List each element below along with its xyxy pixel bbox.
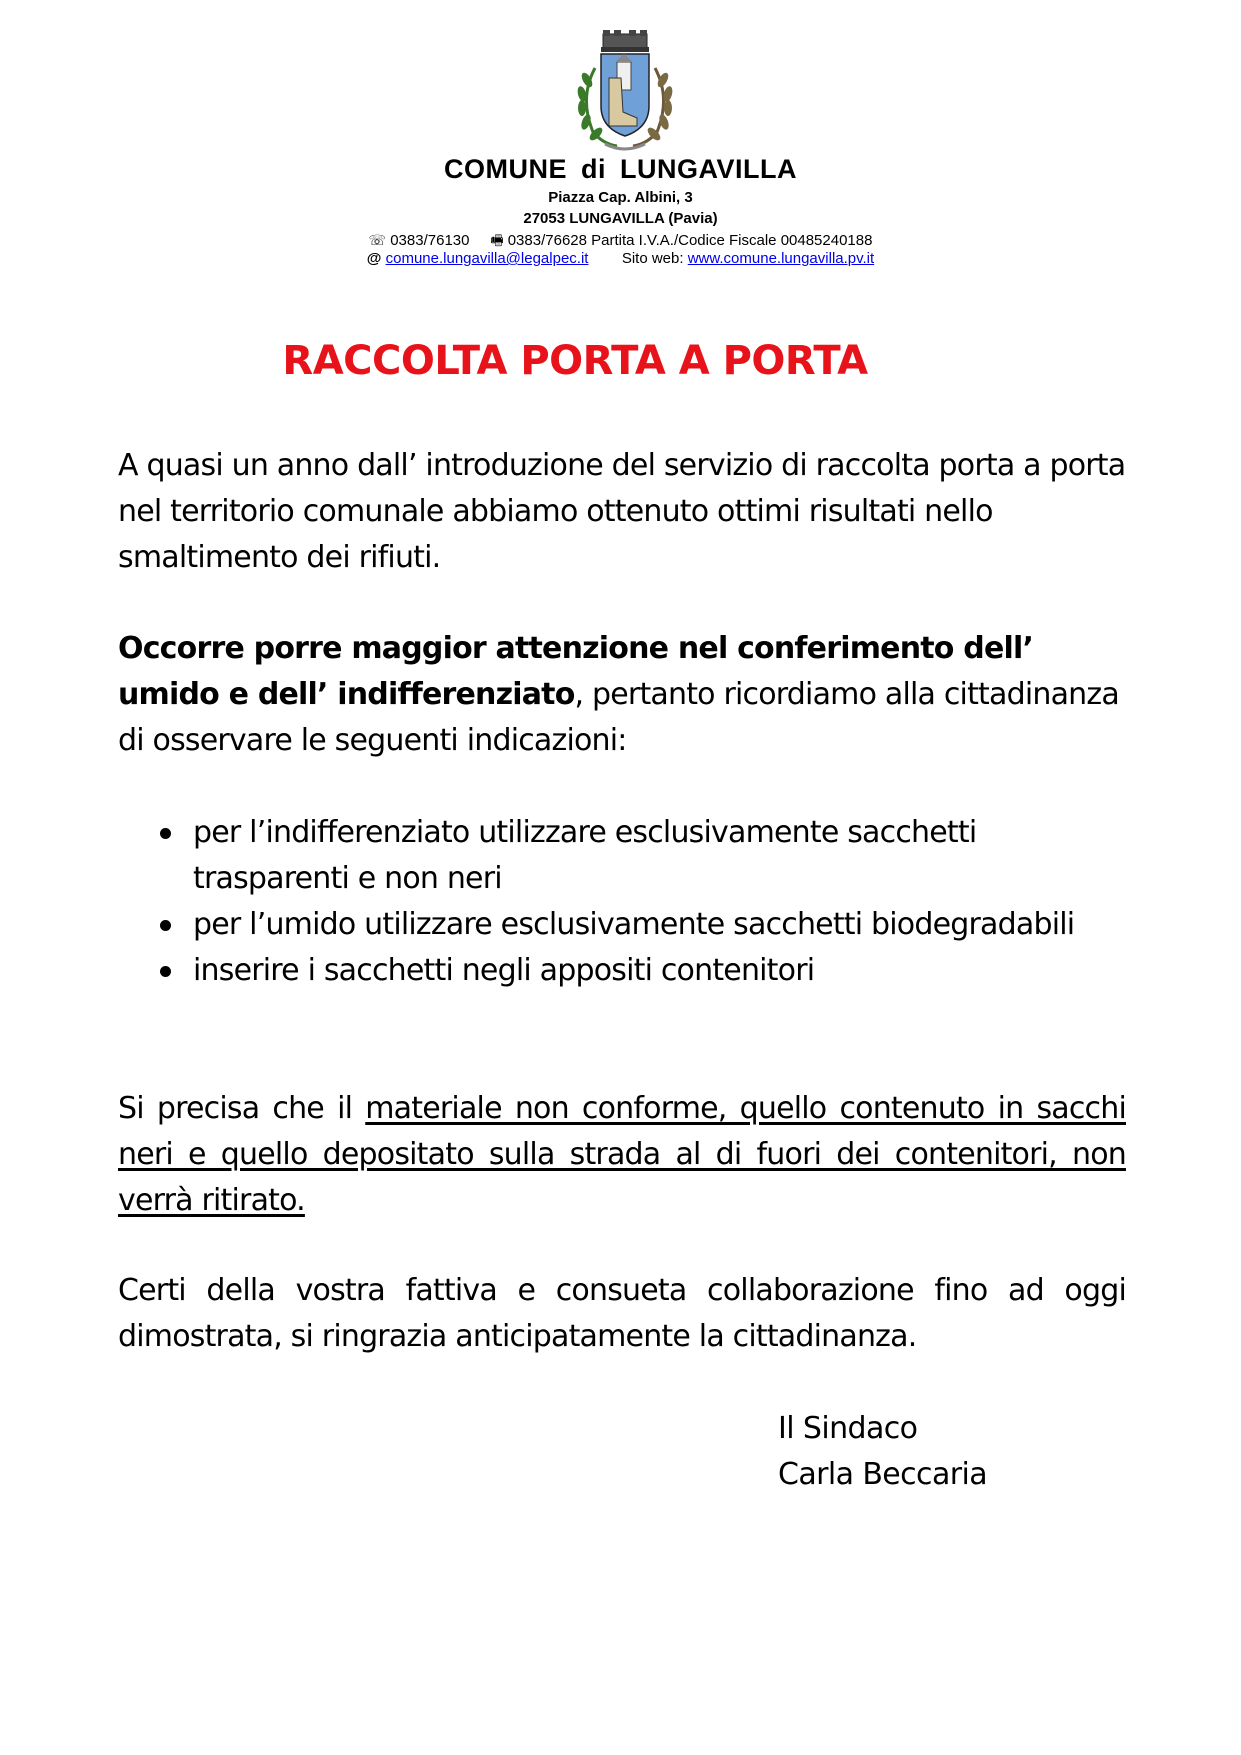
email-link[interactable]: comune.lungavilla@legalpec.it <box>385 250 589 267</box>
municipality-address: Piazza Cap. Albini, 3 <box>548 189 693 206</box>
bullet-icon <box>160 828 171 839</box>
municipality-name: COMUNE di LUNGAVILLA <box>444 154 797 184</box>
attention-paragraph <box>118 626 1126 764</box>
thanks-paragraph: Certi della vostra fattiva e consueta collaborazione fino ad oggi dimostrata, si ringrazia anticipatamente la cittadinanza. <box>118 1273 1126 1354</box>
intro-paragraph: A quasi un anno dall’ introduzione del servizio di raccolta porta a porta nel territorio comunale abbiamo ottenuto ottimi risultati nello smaltimento dei rifiuti. <box>118 448 1126 575</box>
signature-name: Carla Beccaria <box>778 1457 987 1492</box>
list-item: per l’umido utilizzare esclusivamente sacchetti biodegradabili <box>118 902 1118 948</box>
phone-number: 0383/76130 <box>390 232 470 249</box>
non-compliant-underlined: materiale non conforme, quello contenuto in sacchi neri e quello depositato sulla strada al di fuori dei contenitori, non verrà ritirato. <box>118 1091 1126 1218</box>
email-icon: @ <box>366 250 382 267</box>
web-line <box>0 250 1241 267</box>
web-label: Sito web: <box>621 250 684 267</box>
bullet-icon <box>160 966 171 977</box>
vat-number: 00485240188 <box>780 232 873 249</box>
telephone-icon: ☏ <box>368 232 387 248</box>
fax-icon: 🖷 <box>490 232 504 248</box>
vat-label: Partita I.V.A./Codice Fiscale <box>591 232 777 249</box>
list-item: per l’indifferenziato utilizzare esclusivamente sacchetti trasparenti e non neri <box>118 810 1118 902</box>
non-compliant-lead: Si precisa che il <box>118 1091 366 1126</box>
website-link[interactable]: www.comune.lungavilla.pv.it <box>687 250 875 267</box>
signature-block <box>778 1406 987 1498</box>
notice-title: RACCOLTA PORTA A PORTA <box>282 338 868 384</box>
bullet-icon <box>160 920 171 931</box>
attention-bold-text: Occorre porre maggior attenzione nel conferimento dell’ umido e dell’ indifferenziato <box>118 631 1034 712</box>
municipal-coat-of-arms-icon <box>565 28 685 156</box>
instruction-list <box>118 810 1118 994</box>
signature-role: Il Sindaco <box>778 1411 918 1446</box>
attention-rest-text: , pertanto ricordiamo alla cittadinanza di osservare le seguenti indicazioni: <box>118 677 1119 758</box>
list-item: inserire i sacchetti negli appositi contenitori <box>118 948 1118 994</box>
non-compliant-paragraph <box>118 1086 1126 1224</box>
municipality-city: 27053 LUNGAVILLA (Pavia) <box>523 210 718 227</box>
fax-number: 0383/76628 <box>507 232 587 249</box>
